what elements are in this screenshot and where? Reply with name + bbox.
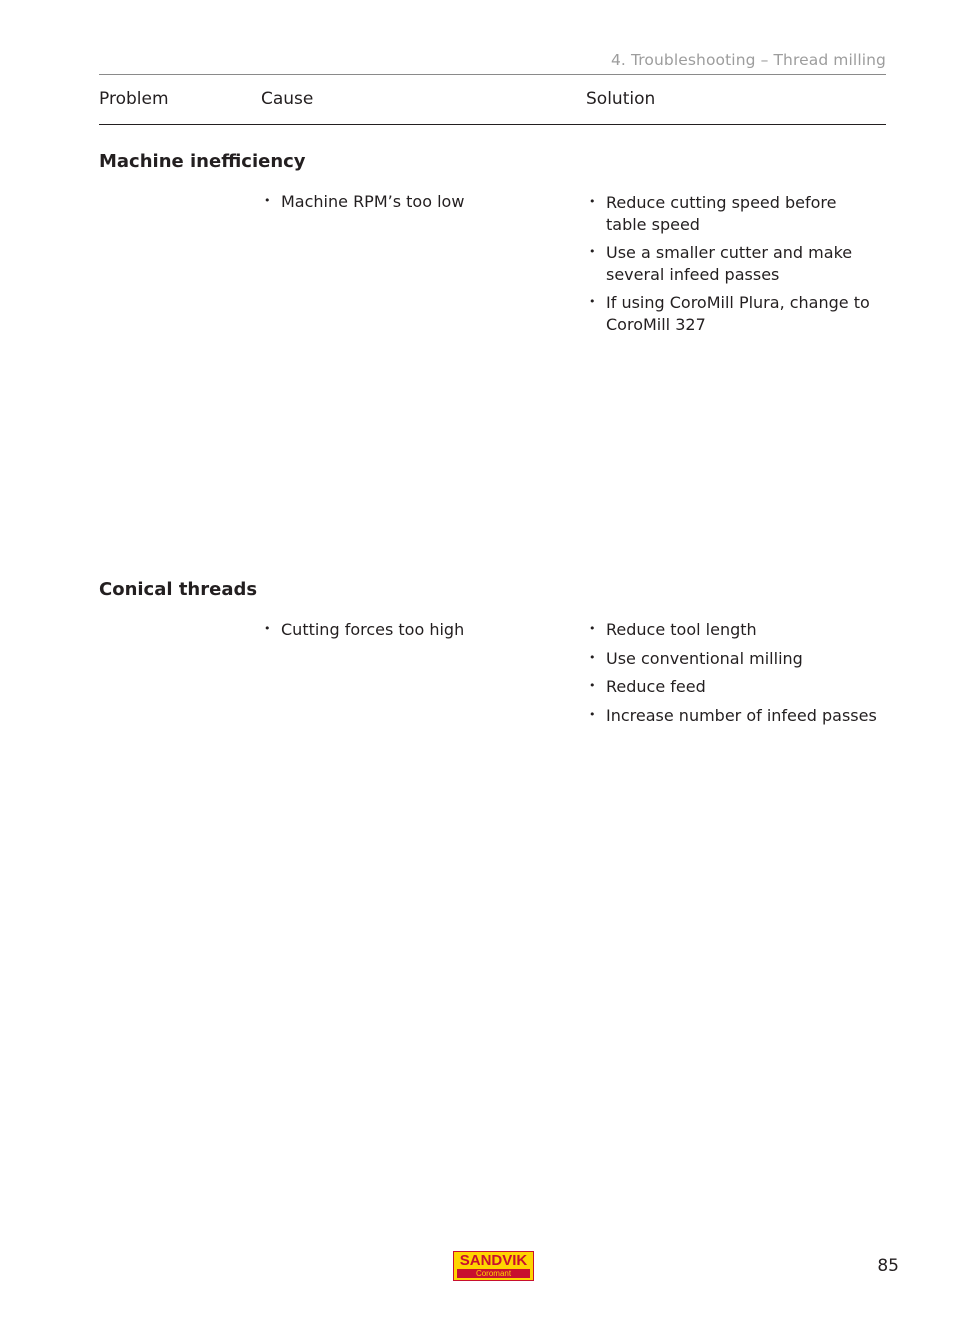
solution-list bbox=[587, 619, 877, 733]
solution-item: • Reduce cutting speed before table speed bbox=[587, 192, 877, 235]
section-title-machine-inefficiency: Machine inefficiency bbox=[99, 151, 306, 172]
cause-list bbox=[262, 191, 562, 220]
section-title-conical-threads: Conical threads bbox=[99, 579, 258, 600]
solution-item: • Reduce tool length bbox=[587, 619, 877, 641]
solution-item: • Use conventional milling bbox=[587, 648, 877, 670]
solution-item: • If using CoroMill Plura, change to CoroMill 327 bbox=[587, 292, 877, 335]
logo-subbrand: Coromant bbox=[457, 1269, 530, 1278]
cause-item: • Machine RPM’s too low bbox=[262, 191, 562, 213]
header-rule bbox=[99, 74, 886, 75]
column-header-cause: Cause bbox=[261, 89, 314, 109]
solution-item: • Increase number of infeed passes bbox=[587, 705, 877, 727]
column-header-rule bbox=[99, 124, 886, 125]
solution-item: • Use a smaller cutter and make several infeed passes bbox=[587, 242, 877, 285]
page-number: 85 bbox=[877, 1256, 899, 1276]
logo-brand: SANDVIK bbox=[459, 1252, 528, 1269]
column-header-solution: Solution bbox=[586, 89, 656, 109]
running-header: 4. Troubleshooting – Thread milling bbox=[610, 51, 886, 69]
solution-list bbox=[587, 192, 877, 342]
cause-list bbox=[262, 619, 562, 648]
sandvik-coromant-logo bbox=[453, 1251, 534, 1281]
column-header-problem: Problem bbox=[99, 89, 169, 109]
solution-item: • Reduce feed bbox=[587, 676, 877, 698]
cause-item: • Cutting forces too high bbox=[262, 619, 562, 641]
